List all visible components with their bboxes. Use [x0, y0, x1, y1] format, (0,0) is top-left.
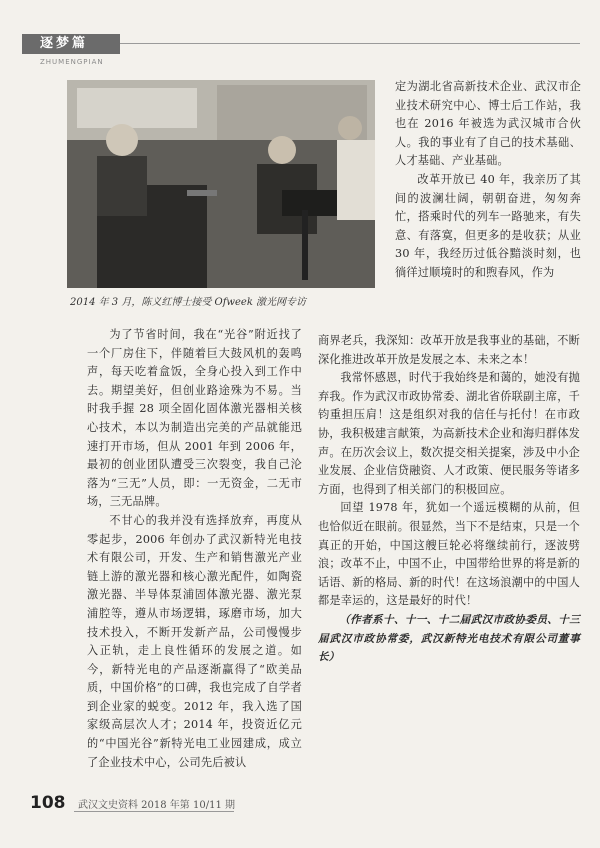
paragraph: 回望 1978 年，犹如一个遥远模糊的从前，但也恰似近在眼前。很显然，当下不是结束，只是一个真正的开始，中国这艘巨轮必将继续前行，逐波劈浪；改革不止，中国不止，中国带给世界的将是新的话语、新的格局、新的时代！在这场浪潮中的中国人都是幸运的，这是最好的时代！	[318, 501, 580, 608]
left-column	[87, 326, 302, 772]
paragraph: 改革开放已 40 年，我亲历了其间的波澜壮阔，朝朝奋进，匆匆奔忙，搭乘时代的列车一路驰来，有失意、有落寞，但更多的是收获；从业 30 年，我经历过低谷黯淡时刻，也徜徉过顺境时的和煦春风，作为	[395, 172, 581, 279]
paragraph: 为了节省时间，我在“光谷”附近找了一个厂房住下，伴随着巨大鼓风机的轰鸣声，每天吃着盒饭，全身心投入到工作中去。期望美好，但创业路途殊为不易。当时我手握 28 项全固化固体激光器相关核心技术，本以为制造出完美的产品就能迅速打开市场，但从 2001 年到 2006 年，最初的创业团队遭受三次裂变，我自己沦落为“三无”人员，即：一无资金，二无市场，三无品牌。	[87, 328, 302, 509]
section-subtitle: ZHUMENGPIAN	[40, 58, 104, 66]
header-rule	[120, 43, 580, 44]
journal-name: 武汉文史资料 2018 年第 10/11 期	[78, 800, 235, 811]
section-title: 逐梦篇	[22, 34, 120, 54]
right-column-top	[395, 78, 581, 283]
paragraph: 商界老兵，我深知：改革开放是我事业的基础，不断深化推进改革开放是发展之本、未来之本！	[318, 334, 580, 366]
right-column-bottom	[318, 332, 580, 667]
paragraph: 定为湖北省高新技术企业、武汉市企业技术研究中心、博士后工作站，我也在 2016 年被选为武汉城市合伙人。我的事业有了自己的技术基础、人才基础、产业基础。	[395, 80, 581, 168]
footer-rule	[74, 811, 234, 812]
paragraph: 我常怀感恩，时代于我始终是和蔼的，她没有抛弃我。作为武汉市政协常委、湖北省侨联副主席，千钧重担压肩！这是组织对我的信任与托付！在市政协，我积极建言献策，为高新技术企业和海归群体发声。在历次会议上，数次提交相关提案，涉及中小企业发展、企业信贷融资、人才政策、便民服务等诸多方面，也得到了相关部门的积极回应。	[318, 371, 580, 496]
page-number: 108	[30, 793, 66, 813]
photo-caption: 2014 年 3 月，陈义红博士接受 Ofweek 激光网专访	[70, 297, 307, 308]
author-note: （作者系十、十一、十二届武汉市政协委员、十三届武汉市政协常委，武汉新特光电技术有限公司董事长）	[318, 613, 580, 664]
paragraph: 不甘心的我并没有选择放弃，再度从零起步，2006 年创办了武汉新特光电技术有限公司，开发、生产和销售激光产业链上游的激光器和核心激光配件，如陶瓷激光器、半导体泵浦固体激光器、激光泵浦腔等，遵从市场逻辑，琢磨市场，加大技术投入，不断开发新产品，公司慢慢步入正轨，走上良性循环的发展之道。如今，新特光电的产品逐渐赢得了“欧美品质，中国价格”的口碑，我也完成了自学者到企业家的蜕变。2012 年，我入选了国家级高层次人才；2014 年，投资近亿元的“中国光谷”新特光电工业园建成，成立了企业技术中心，公司先后被认	[87, 513, 302, 769]
interview-photo	[67, 80, 375, 288]
